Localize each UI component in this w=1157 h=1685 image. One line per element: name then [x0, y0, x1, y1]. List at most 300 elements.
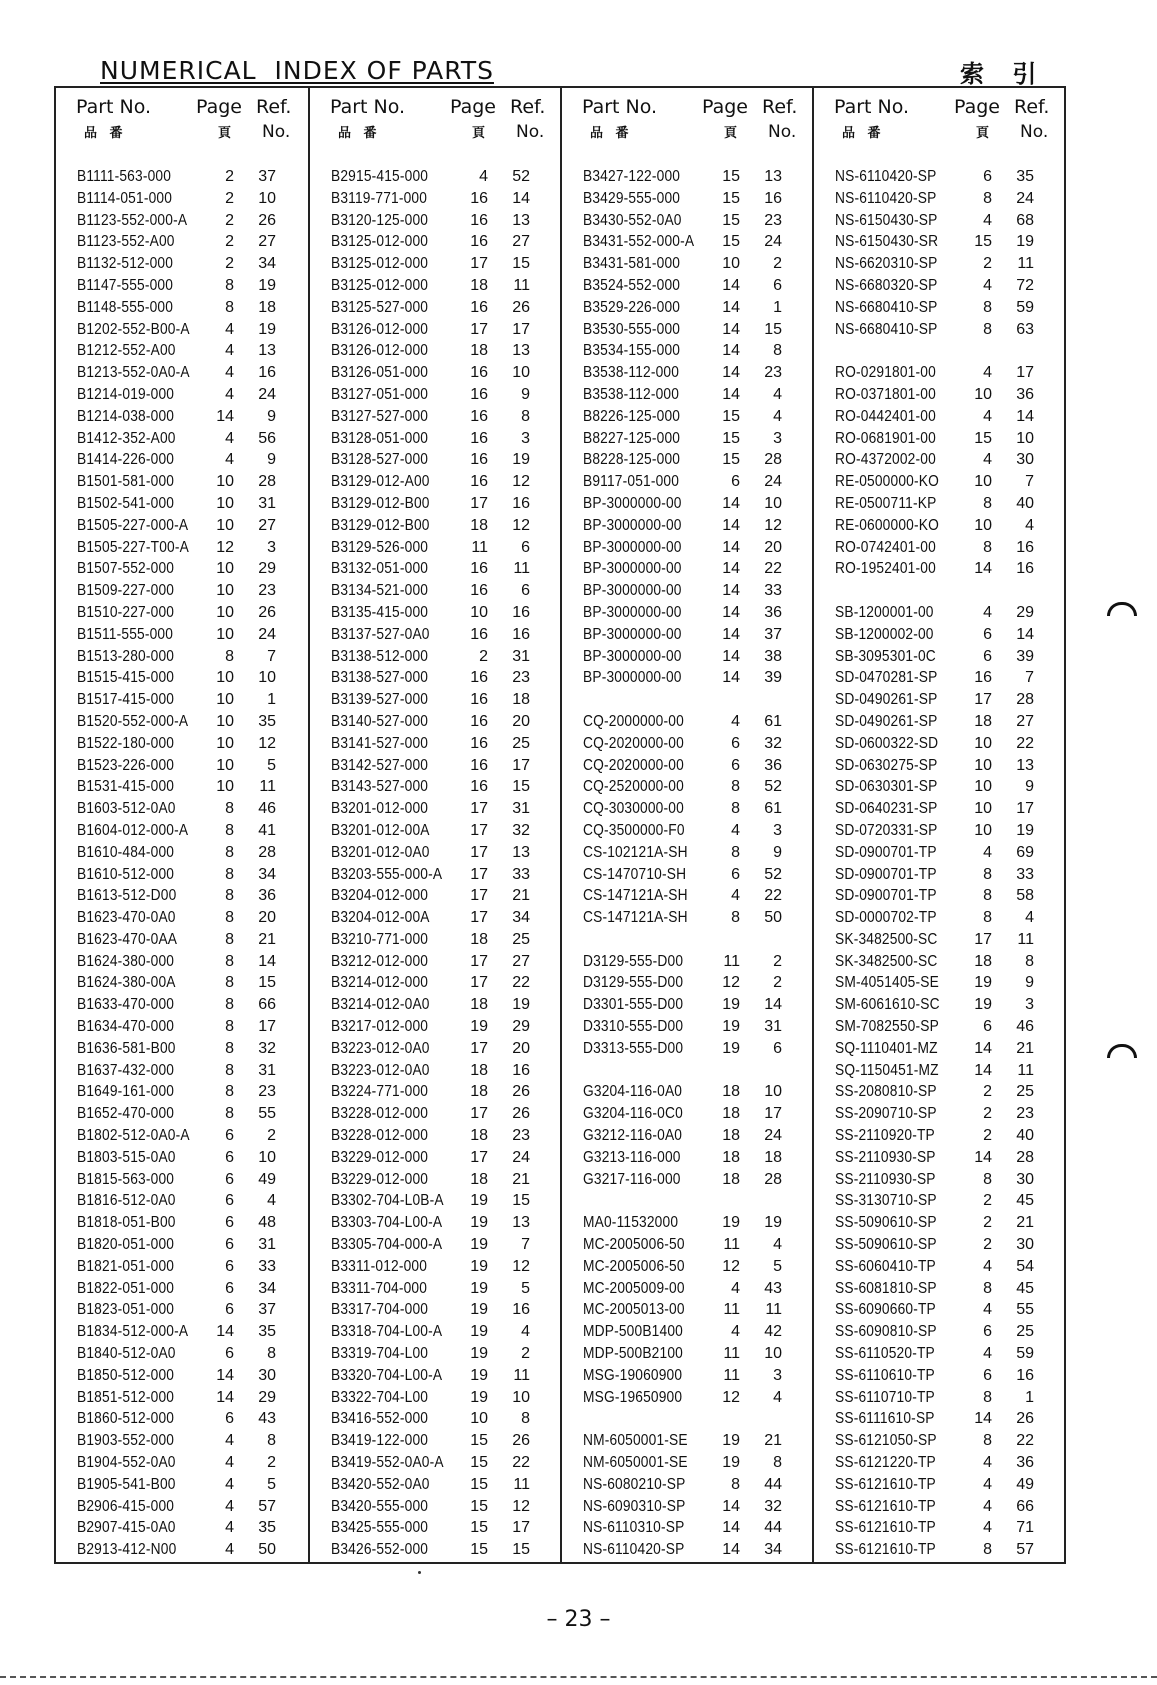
index-row: [310, 1452, 560, 1474]
part-number: MA0-11532000: [583, 1214, 679, 1232]
index-row: [562, 624, 812, 646]
index-row: [310, 471, 560, 493]
part-number: B3223-012-0A0: [331, 1039, 430, 1057]
part-number: B1603-512-0A0: [77, 800, 176, 818]
ref-number-cell: 16: [1016, 1366, 1034, 1384]
part-number: SM-6061610-SC: [835, 996, 940, 1014]
page-number-cell: 4: [983, 1475, 992, 1493]
ref-number-cell: 31: [512, 647, 530, 665]
part-number: B2907-415-0A0: [77, 1519, 176, 1537]
ref-number-cell: 21: [1016, 1214, 1034, 1232]
ref-number-cell: 23: [258, 582, 276, 600]
page-number-cell: 16: [470, 429, 488, 447]
binder-hole-mark: [1107, 602, 1137, 616]
page-number-cell: 2: [225, 233, 234, 251]
perforation-line: [0, 1676, 1157, 1678]
ref-number-cell: 39: [764, 669, 782, 687]
page-number-cell: 15: [722, 189, 740, 207]
ref-number-cell: 44: [764, 1475, 782, 1493]
page-number-cell: 8: [731, 800, 740, 818]
page-number-cell: 14: [974, 560, 992, 578]
index-row: [310, 493, 560, 515]
ref-number-cell: 7: [521, 1236, 530, 1254]
page-number-cell: 8: [983, 909, 992, 927]
part-number: B3214-012-000: [331, 974, 429, 992]
index-row: [310, 1147, 560, 1169]
page-number-cell: 10: [216, 603, 234, 621]
index-row: [814, 1474, 1064, 1496]
page-number-cell: 17: [470, 887, 488, 905]
page-number-cell: 17: [470, 255, 488, 273]
part-number: SS-6110520-TP: [835, 1345, 935, 1363]
index-row: [56, 231, 308, 253]
ref-number-cell: 36: [764, 603, 782, 621]
ref-number-cell: 15: [512, 1541, 530, 1559]
index-row: [56, 297, 308, 319]
ref-number-cell: 4: [773, 1388, 782, 1406]
part-number: B1610-484-000: [77, 843, 175, 861]
part-number: B3129-012-B00: [331, 516, 430, 534]
page-number-cell: 16: [470, 407, 488, 425]
part-number: B1802-512-0A0-A: [77, 1127, 190, 1145]
ref-number-cell: 19: [1016, 821, 1034, 839]
ref-number-cell: 10: [512, 364, 530, 382]
index-row: [814, 1212, 1064, 1234]
part-number: B3212-012-000: [331, 952, 429, 970]
part-no-header-japanese: 品 番: [842, 126, 885, 141]
index-row: [814, 755, 1064, 777]
part-number: B3430-552-0A0: [583, 211, 682, 229]
part-number: B3134-521-000: [331, 582, 429, 600]
index-row: [814, 1103, 1064, 1125]
index-row: [562, 602, 812, 624]
index-row: [56, 798, 308, 820]
index-row: [310, 1016, 560, 1038]
ref-number-cell: 24: [764, 233, 782, 251]
part-number: B1815-563-000: [77, 1170, 175, 1188]
page-number-cell: 10: [216, 778, 234, 796]
ref-number-cell: 11: [513, 1366, 530, 1384]
part-number: RE-0500000-KO: [835, 473, 939, 491]
index-row: [56, 820, 308, 842]
ref-number-cell: 16: [764, 189, 782, 207]
part-number: B1905-541-B00: [77, 1475, 176, 1493]
page-number-cell: 16: [470, 385, 488, 403]
index-row: [562, 493, 812, 515]
ref-number-cell: 14: [1016, 407, 1034, 425]
part-number: B1840-512-0A0: [77, 1345, 176, 1363]
index-row: [56, 428, 308, 450]
ref-number-cell: 48: [258, 1214, 276, 1232]
page-number-cell: 8: [225, 298, 234, 316]
page-header: Page: [196, 96, 242, 118]
index-row: [814, 798, 1064, 820]
part-number: B3201-012-000: [331, 800, 429, 818]
part-number: B1501-581-000: [77, 473, 175, 491]
page-number-cell: 2: [983, 1192, 992, 1210]
page-number-cell: 16: [470, 691, 488, 709]
parts-index-table: [54, 86, 1066, 1564]
index-row: [814, 820, 1064, 842]
index-row: [562, 667, 812, 689]
ref-number-cell: 28: [1016, 1148, 1034, 1166]
ref-number-cell: 12: [764, 516, 782, 534]
part-number: B1515-415-000: [77, 669, 175, 687]
part-number: B3204-012-000: [331, 887, 429, 905]
page-number-cell: 17: [974, 691, 992, 709]
index-row: [814, 689, 1064, 711]
page-number-cell: 12: [722, 1388, 740, 1406]
ref-number-cell: 68: [1016, 211, 1034, 229]
part-number: B3135-415-000: [331, 603, 429, 621]
ref-number-cell: 27: [1016, 712, 1034, 730]
index-row: [814, 1299, 1064, 1321]
ref-number-cell: 11: [513, 1475, 530, 1493]
index-row: [814, 1125, 1064, 1147]
page-number-cell: 19: [722, 996, 740, 1014]
index-row: [814, 1517, 1064, 1539]
page-number-cell: 10: [974, 385, 992, 403]
page-number-cell: 10: [974, 800, 992, 818]
ref-number-cell: 49: [258, 1170, 276, 1188]
index-row: [310, 798, 560, 820]
page-number-cell: 10: [470, 1410, 488, 1428]
page-number-cell: 14: [722, 603, 740, 621]
index-row: [56, 1321, 308, 1343]
part-number: SS-6110610-TP: [835, 1366, 935, 1384]
index-row: [562, 994, 812, 1016]
page-number-cell: 4: [731, 712, 740, 730]
index-row: [814, 951, 1064, 973]
part-number: CQ-2520000-00: [583, 778, 684, 796]
ref-number-cell: 72: [1016, 276, 1034, 294]
column-header: [562, 88, 812, 150]
page-number-cell: 4: [731, 821, 740, 839]
page-number-cell: 16: [470, 712, 488, 730]
page-number-cell: 2: [225, 168, 234, 185]
ref-number-cell: 17: [512, 320, 530, 338]
page-number-cell: 4: [225, 320, 234, 338]
index-row: [310, 319, 560, 341]
part-number: SS-2110930-SP: [835, 1170, 936, 1188]
page-number-cell: 8: [225, 930, 234, 948]
index-row: [562, 210, 812, 232]
ref-number-cell: 12: [512, 473, 530, 491]
part-number: B9117-051-000: [583, 473, 680, 491]
page-number-cell: 18: [974, 952, 992, 970]
page-number-cell: 4: [225, 342, 234, 360]
index-row: [814, 188, 1064, 210]
page-number-cell: 19: [722, 1018, 740, 1036]
part-number: SD-0490261-SP: [835, 691, 938, 709]
part-number: B3119-771-000: [331, 189, 428, 207]
ref-number-cell: 20: [512, 712, 530, 730]
index-row: [562, 1321, 812, 1343]
page-number-cell: 17: [470, 821, 488, 839]
index-row: [562, 362, 812, 384]
index-row: [310, 1517, 560, 1539]
ref-number-cell: 25: [1016, 1323, 1034, 1341]
index-row: [310, 384, 560, 406]
part-number: B3529-226-000: [583, 298, 681, 316]
index-row: [814, 1256, 1064, 1278]
index-row: [56, 580, 308, 602]
part-number: D3313-555-D00: [583, 1039, 684, 1057]
index-row: [310, 733, 560, 755]
ref-number-cell: 71: [1016, 1519, 1034, 1537]
ref-number-cell: 20: [258, 909, 276, 927]
part-number: B3429-555-000: [583, 189, 681, 207]
index-row: [56, 1474, 308, 1496]
page-number-cell: 6: [983, 1366, 992, 1384]
ref-number-cell: 52: [764, 865, 782, 883]
ref-number-cell: 15: [258, 974, 276, 992]
part-number: B3425-555-000: [331, 1519, 429, 1537]
part-number: B3319-704-L00: [331, 1345, 429, 1363]
ref-number-cell: 28: [764, 451, 782, 469]
index-row: [56, 537, 308, 559]
ref-number-cell: 61: [764, 800, 782, 818]
page-number-cell: 8: [731, 909, 740, 927]
ref-number-cell: 23: [512, 1127, 530, 1145]
part-number: B1633-470-000: [77, 996, 175, 1014]
index-row: [56, 210, 308, 232]
ref-number-cell: 8: [267, 1345, 276, 1363]
index-row: [310, 755, 560, 777]
ref-number-cell: 26: [258, 211, 276, 229]
part-number: B3416-552-000: [331, 1410, 429, 1428]
ref-number-cell: 7: [1025, 669, 1034, 687]
index-row: [814, 580, 1064, 602]
ref-number-cell: 30: [1016, 451, 1034, 469]
ref-number-cell: 46: [1016, 1018, 1034, 1036]
ref-number-cell: 31: [258, 1061, 276, 1079]
index-row: [814, 907, 1064, 929]
ref-number-cell: 1: [1025, 1388, 1034, 1406]
part-number: CS-147121A-SH: [583, 909, 688, 927]
ref-number-cell: 28: [764, 1170, 782, 1188]
page-number-cell: 6: [983, 647, 992, 665]
page-title: NUMERICAL INDEX OF PARTS: [100, 56, 494, 85]
page-number-cell: 4: [225, 1541, 234, 1559]
index-row: [310, 1299, 560, 1321]
part-number: BP-3000000-00: [583, 625, 682, 643]
part-number: B1604-012-000-A: [77, 821, 189, 839]
ref-number-cell: 14: [764, 996, 782, 1014]
page-number-cell: 17: [470, 865, 488, 883]
ref-number-cell: 6: [521, 538, 530, 556]
ref-number-cell: 12: [512, 1257, 530, 1275]
index-row: [562, 188, 812, 210]
ref-number-cell: 30: [1016, 1236, 1034, 1254]
index-row: [56, 755, 308, 777]
page-number-cell: 14: [974, 1061, 992, 1079]
index-row: [562, 689, 812, 711]
ref-number-cell: 37: [258, 1301, 276, 1319]
page-number-cell: 11: [723, 1345, 740, 1363]
no-header: No.: [768, 122, 797, 142]
ref-number-cell: 30: [258, 1366, 276, 1384]
binder-hole-mark: [1107, 1044, 1137, 1058]
ref-number-cell: 3: [773, 429, 782, 447]
ref-number-cell: 26: [512, 1432, 530, 1450]
part-number: B1818-051-B00: [77, 1214, 176, 1232]
part-number: CQ-3500000-F0: [583, 821, 685, 839]
page-number-cell: 18: [722, 1148, 740, 1166]
index-row: [310, 580, 560, 602]
page-number-cell: 10: [216, 691, 234, 709]
part-number: RO-0681901-00: [835, 429, 936, 447]
index-row: [562, 406, 812, 428]
index-row: [56, 1081, 308, 1103]
page-number-cell: 8: [983, 865, 992, 883]
index-row: [56, 1212, 308, 1234]
ref-number-cell: 29: [512, 1018, 530, 1036]
ref-number-cell: 3: [773, 1366, 782, 1384]
page-number-cell: 10: [974, 756, 992, 774]
part-number: B3138-512-000: [331, 647, 429, 665]
index-row: [814, 537, 1064, 559]
ref-number-cell: 13: [512, 342, 530, 360]
index-row: [814, 602, 1064, 624]
ref-number-cell: 32: [764, 1497, 782, 1515]
index-row: [814, 471, 1064, 493]
part-number: B1507-552-000: [77, 560, 175, 578]
part-number: G3204-116-0A0: [583, 1083, 683, 1101]
ref-number-cell: 56: [258, 429, 276, 447]
ref-number-cell: 18: [512, 691, 530, 709]
index-row: [310, 820, 560, 842]
part-number: B3204-012-00A: [331, 909, 430, 927]
ref-number-cell: 2: [773, 952, 782, 970]
part-number: SS-3130710-SP: [835, 1192, 937, 1210]
index-row: [310, 188, 560, 210]
page-number-cell: 15: [470, 1454, 488, 1472]
index-row: [56, 1278, 308, 1300]
index-row: [56, 1430, 308, 1452]
ref-number-cell: 3: [1025, 996, 1034, 1014]
ref-number-cell: 10: [258, 1148, 276, 1166]
part-number: B8227-125-000: [583, 429, 681, 447]
index-row: [814, 1081, 1064, 1103]
page-number-cell: 14: [722, 298, 740, 316]
column-header: [310, 88, 560, 150]
ref-number-cell: 6: [521, 582, 530, 600]
part-number: B3419-122-000: [331, 1432, 429, 1450]
part-number: B1649-161-000: [77, 1083, 175, 1101]
index-row: [310, 449, 560, 471]
part-number: B3322-704-L00: [331, 1388, 429, 1406]
page-number-cell: 14: [722, 1519, 740, 1537]
part-number: B3311-012-000: [331, 1257, 428, 1275]
ref-number-cell: 18: [764, 1148, 782, 1166]
index-row: [56, 624, 308, 646]
page-number-cell: 6: [983, 1018, 992, 1036]
page-number-cell: 15: [470, 1475, 488, 1493]
page-number-cell: 16: [470, 778, 488, 796]
index-row: [562, 449, 812, 471]
ref-number-cell: 32: [512, 821, 530, 839]
page-number-cell: 19: [470, 1301, 488, 1319]
index-column-4: [812, 88, 1064, 1562]
part-number: B8226-125-000: [583, 407, 681, 425]
page-number-cell: 4: [983, 364, 992, 382]
ref-number-cell: 38: [764, 647, 782, 665]
part-number: G3213-116-000: [583, 1148, 681, 1166]
part-number: CS-147121A-SH: [583, 887, 688, 905]
ref-number-cell: 36: [1016, 385, 1034, 403]
part-number: SS-2080810-SP: [835, 1083, 937, 1101]
ref-number-cell: 41: [258, 821, 276, 839]
index-row: [310, 406, 560, 428]
page-number-cell: 19: [974, 996, 992, 1014]
ref-number-cell: 16: [512, 1301, 530, 1319]
ref-number-cell: 23: [258, 1083, 276, 1101]
index-row: [562, 1430, 812, 1452]
page-number-cell: 4: [983, 211, 992, 229]
index-row: [562, 580, 812, 602]
part-number: BP-3000000-00: [583, 560, 682, 578]
index-row: [56, 951, 308, 973]
page-number-cell: 10: [974, 821, 992, 839]
index-row: [814, 646, 1064, 668]
index-row: [562, 972, 812, 994]
ref-number-cell: 2: [267, 1454, 276, 1472]
part-number: B2906-415-000: [77, 1497, 175, 1515]
part-number: B3126-012-000: [331, 320, 429, 338]
page-number-cell: 16: [974, 669, 992, 687]
page-number-cell: 8: [225, 1105, 234, 1123]
index-row: [310, 1474, 560, 1496]
page-number-cell: 6: [983, 625, 992, 643]
index-row: [310, 951, 560, 973]
part-no-header: Part No.: [76, 96, 152, 118]
page-number-cell: 6: [225, 1236, 234, 1254]
index-rows: [562, 166, 812, 1561]
index-row: [56, 646, 308, 668]
ref-number-cell: 20: [764, 538, 782, 556]
ref-number-cell: 7: [1025, 473, 1034, 491]
page-number-cell: 10: [216, 625, 234, 643]
page-number-cell: 16: [470, 756, 488, 774]
page-number-cell: 4: [983, 407, 992, 425]
part-number: B1509-227-000: [77, 582, 175, 600]
index-row: [562, 842, 812, 864]
ref-number-cell: 22: [512, 974, 530, 992]
ref-number-cell: 22: [764, 560, 782, 578]
index-row: [310, 558, 560, 580]
page-number-cell: 16: [470, 211, 488, 229]
part-number: CS-102121A-SH: [583, 843, 688, 861]
part-number: CQ-2000000-00: [583, 712, 684, 730]
index-row: [310, 776, 560, 798]
index-row: [562, 297, 812, 319]
index-row: [56, 602, 308, 624]
index-row: [814, 493, 1064, 515]
ref-number-cell: 17: [512, 756, 530, 774]
part-number: SS-6121220-TP: [835, 1454, 936, 1472]
ref-number-cell: 34: [258, 255, 276, 273]
ref-number-cell: 18: [258, 298, 276, 316]
ref-number-cell: 10: [1016, 429, 1034, 447]
ref-number-cell: 17: [1016, 800, 1034, 818]
index-row: [310, 842, 560, 864]
part-number: MDP-500B2100: [583, 1345, 683, 1363]
page-number-cell: 6: [983, 168, 992, 185]
index-row: [56, 972, 308, 994]
part-number: B3229-012-000: [331, 1148, 429, 1166]
index-row: [562, 1474, 812, 1496]
